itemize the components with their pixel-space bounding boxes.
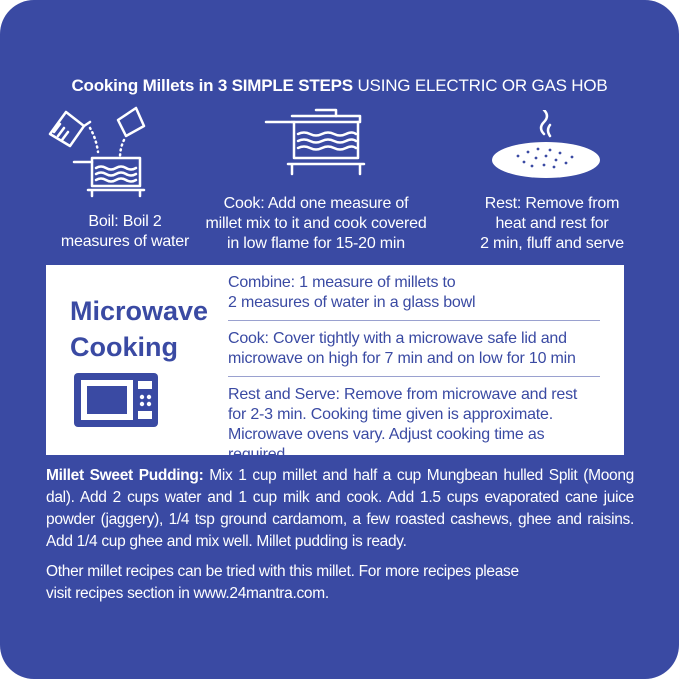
step-cook-line: in low flame for 15-20 min bbox=[227, 235, 405, 252]
boil-icon bbox=[44, 104, 164, 200]
microwave-step-line: microwave on high for 7 min and on low for 10 min bbox=[228, 350, 576, 367]
microwave-step-line: Microwave ovens vary. Adjust cooking time as required bbox=[228, 426, 545, 463]
steps-heading-bold: Cooking Millets in 3 SIMPLE STEPS bbox=[71, 76, 353, 95]
microwave-title-line: Cooking bbox=[70, 332, 178, 362]
cook-pot-icon bbox=[262, 108, 372, 178]
microwave-step-line: 2 measures of water in a glass bowl bbox=[228, 294, 476, 311]
microwave-step-line: Cook: Cover tightly with a microwave safe lid and bbox=[228, 330, 567, 347]
microwave-panel bbox=[46, 265, 624, 463]
microwave-step-line: Combine: 1 measure of millets to bbox=[228, 274, 456, 291]
step-boil-line: Boil: Boil 2 bbox=[88, 213, 162, 230]
step-cook bbox=[196, 194, 436, 254]
microwave-icon bbox=[74, 373, 158, 427]
step-boil-line: measures of water bbox=[60, 233, 190, 250]
step-rest-line: 2 min, fluff and serve bbox=[480, 235, 624, 252]
steps-heading bbox=[0, 76, 679, 96]
step-rest bbox=[458, 194, 646, 254]
rest-plate-icon bbox=[488, 110, 606, 182]
step-cook-line: millet mix to it and cook covered bbox=[205, 215, 427, 232]
microwave-title-line: Microwave bbox=[70, 296, 209, 326]
other-recipes-note bbox=[46, 561, 606, 605]
step-rest-line: Rest: Remove from bbox=[484, 195, 620, 212]
other-recipes-line: Other millet recipes can be tried with this millet. For more recipes please bbox=[46, 563, 519, 580]
step-cook-line: Cook: Add one measure of bbox=[223, 195, 409, 212]
divider bbox=[228, 376, 600, 377]
microwave-step-line: for 2-3 min. Cooking time given is approximate. bbox=[228, 406, 553, 423]
microwave-title bbox=[70, 293, 220, 365]
microwave-step-combine bbox=[228, 273, 602, 313]
microwave-step-cook bbox=[228, 329, 602, 369]
pudding-text: Mix 1 cup millet and half a cup Mungbean hulled Split (Moong dal). Add 2 cups water and 1 cup milk and cook. Add 1.5 cups evaporated cane juice powder (jaggery), 1/4 tsp ground cardamom, a few roasted cashews, ghee and raisins. Add 1/4 cup ghee and mix well. Millet pudding is ready. bbox=[46, 467, 634, 550]
steps-heading-regular: USING ELECTRIC OR GAS HOB bbox=[352, 76, 608, 95]
step-rest-line: heat and rest for bbox=[495, 215, 609, 232]
pudding-recipe bbox=[46, 465, 634, 553]
microwave-step-line: Rest and Serve: Remove from microwave and rest bbox=[228, 386, 578, 403]
pudding-label: Millet Sweet Pudding: bbox=[46, 467, 204, 484]
microwave-step-rest bbox=[228, 385, 602, 465]
step-boil bbox=[40, 212, 210, 252]
divider bbox=[228, 320, 600, 321]
other-recipes-line: visit recipes section in www.24mantra.com. bbox=[46, 585, 329, 602]
